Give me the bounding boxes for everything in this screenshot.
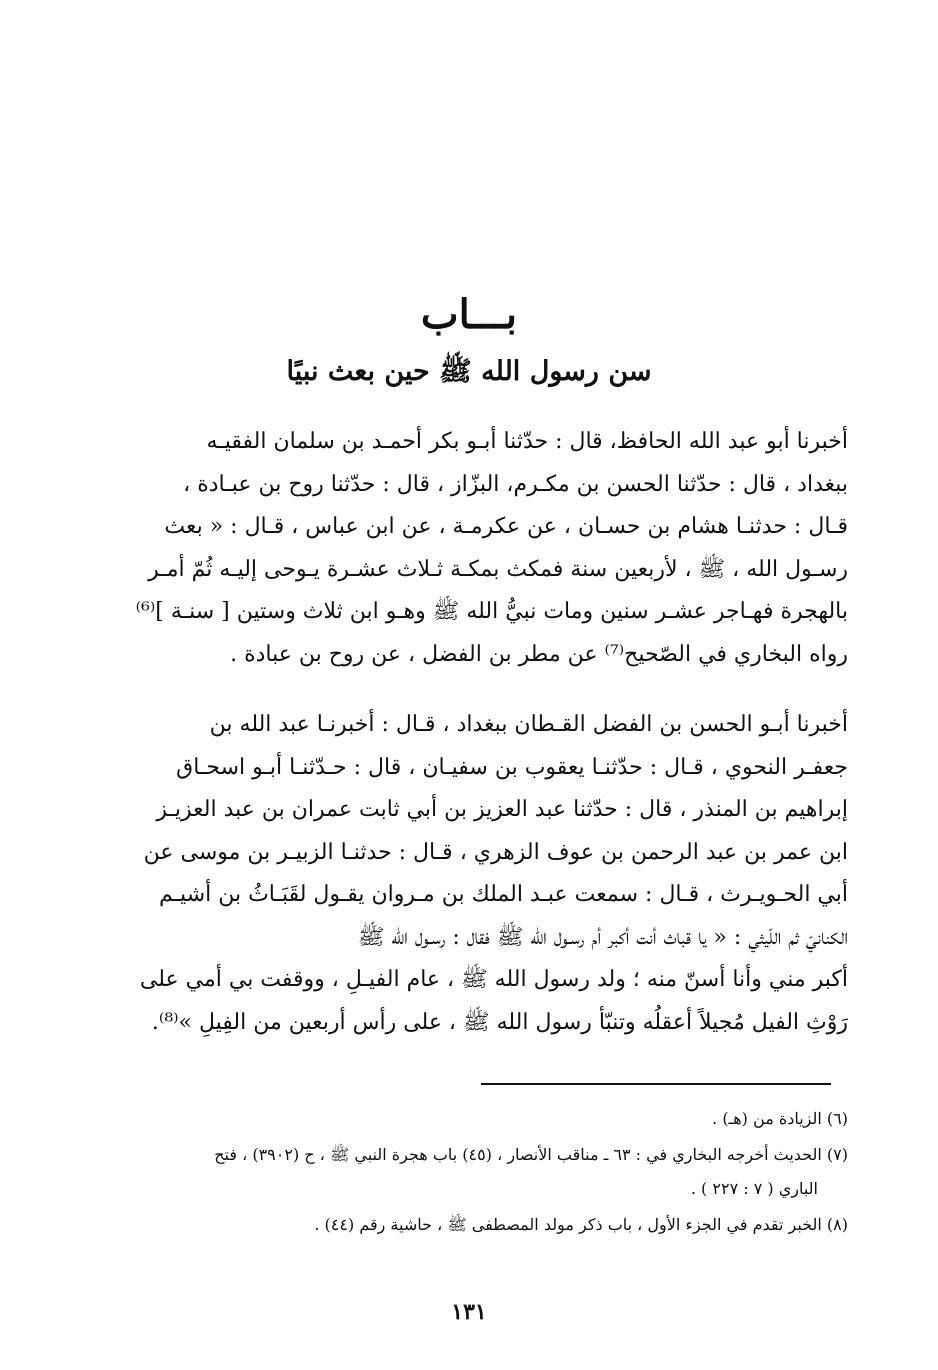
page-number: ١٣١ <box>451 1299 487 1325</box>
text-line: رواه البخاري في الصّحيح⁽⁷⁾ عن مطر بن الفضل ، عن روح بن عبادة . <box>230 641 848 667</box>
footnote-divider <box>481 1083 831 1085</box>
text-line: بالهجرة فهـاجر عشـر سنين ومات نبيُّ الله ﷺ وهـو ابن ثلاث وستين [ سنـة ]⁽⁶⁾ <box>135 599 848 624</box>
paragraph-2 <box>118 704 848 1044</box>
text-line: أخبرنا أبو عبد الله الحافظ، قال : حدّثنا أبـو بكر أحمـد بن سلمان الفقيـه <box>206 429 848 454</box>
footnote-line: (٨) الخبر تقدم في الجزء الأول ، باب ذكر مولد المصطفى ﷺ ، حاشية رقم (٤٤) . <box>314 1215 848 1234</box>
footnotes <box>118 1102 848 1242</box>
paragraph-1 <box>118 421 848 676</box>
text-line: إبراهيم بن المنذر ، قال : حدّثنا عبد العزيز بن أبي ثابت عمران بن عبد العزيـز <box>156 797 848 822</box>
chapter-heading: بـــاب <box>420 291 518 338</box>
text-line: ببغداد ، قال : حدّثنا الحسن بن مكـرم، البزّاز ، قال : حدّثنا روح بن عبـادة ، <box>183 471 848 497</box>
text-line: رسـول الله ، ﷺ ، لأربعين سنة فمكث بمكـة ثـلاث عشـرة يـوحى إليـه ثُمّ أمـر <box>148 556 848 582</box>
text-line: أخبرنا أبـو الحسن بن الفضل القـطان ببغداد ، قـال : أخبرنـا عبد الله بن <box>209 712 848 737</box>
footnote-line: الباري ( ٧ : ٢٢٧ ) . <box>690 1179 818 1198</box>
footnote-line: (٦) الزيادة من (هـ) . <box>712 1109 848 1128</box>
footnote-7 <box>118 1138 848 1206</box>
footnote-8 <box>118 1208 848 1242</box>
text-line: أكبر مني وأنا أسنّ منه ؛ ولد رسول الله ﷺ ، عام الفيـلِ ، ووقفت بي أمي على <box>139 967 848 992</box>
text-line: أبي الحـويـرث ، قـال : سمعت عبـد الملك بن مـروان يقـول لقَبَـاثُ بن أشيـم <box>158 882 848 907</box>
text-line: الكنانيّ ثم اللّيثي : « يا قباث أنت أكبر أم رسـول الله ﷺ فقال : رسـول الله ﷺ <box>357 924 848 950</box>
footnote-line: (٧) الحديث أخرجه البخاري في : ٦٣ ـ مناقب الأنصار ، (٤٥) باب هجرة النبي ﷺ ، ح (٣٩٠٢) ، فتح <box>214 1145 848 1164</box>
text-line: رَوْثِ الفيل مُجيلاً أعقلُه وتنبّأ رسول الله ﷺ ، على رأس أربعين من الفِيلِ »⁽⁸⁾. <box>151 1009 848 1035</box>
text-line: جعفـر النحوي ، قـال : حدّثنـا يعقوب بن سفيـان ، قال : حـدّثنـا أبـو اسحـاق <box>176 754 848 780</box>
text-line: ابن عمر بن عبد الرحمن بن عوف الزهري ، قـال : حدثنـا الزبيـر بن موسى عن <box>143 839 848 865</box>
footnote-6 <box>118 1102 848 1136</box>
text-line: قـال : حدثنـا هشام بن حسـان ، عن عكرمـة ، عن ابن عباس ، قـال : « بعث <box>164 514 848 539</box>
chapter-title: سن رسول الله ﷺ حين بعث نبيًا <box>286 356 652 387</box>
